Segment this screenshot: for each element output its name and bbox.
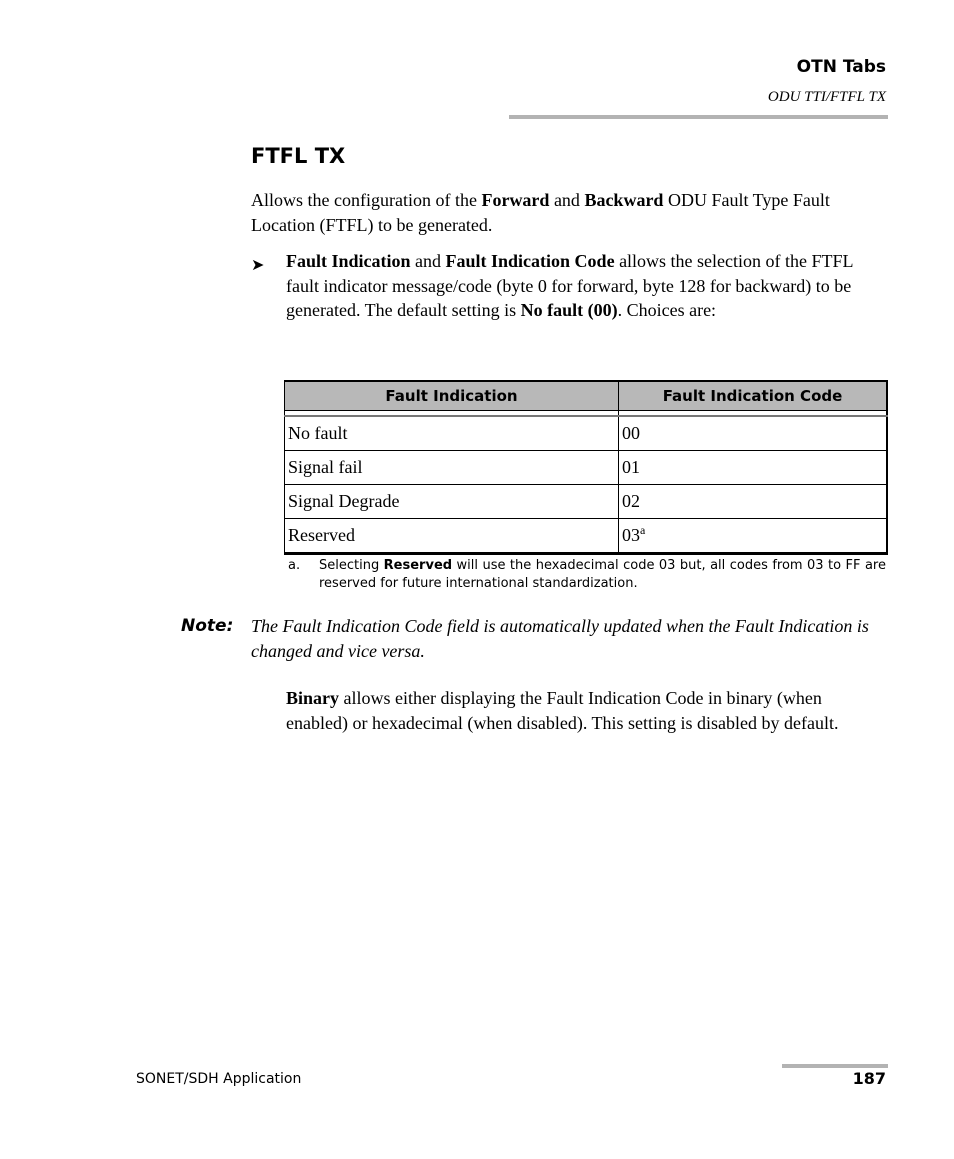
table-row	[285, 485, 888, 519]
intro-text-3: ODU Fault Type Fault Location (FTFL) to be generated.	[251, 190, 830, 235]
code-value: 01	[622, 457, 640, 477]
code-value: 02	[622, 491, 640, 511]
bullet-text-3: . Choices are:	[617, 300, 717, 320]
indication-cell: No fault	[285, 416, 619, 451]
binary-text: allows either displaying the Fault Indication Code in binary (when enabled) or hexadecimal (when disabled). This setting is disabled by default.	[286, 688, 839, 733]
table-row	[285, 416, 888, 451]
code-cell	[619, 416, 888, 451]
indication-cell: Reserved	[285, 519, 619, 554]
table-footnote	[286, 557, 886, 593]
code-value: 00	[622, 423, 640, 443]
footnote-text	[319, 557, 886, 593]
code-cell	[619, 485, 888, 519]
footnote-text-1: Selecting	[319, 558, 384, 573]
header-fault-indication-code: Fault Indication Code	[619, 381, 888, 411]
backward-keyword: Backward	[584, 190, 664, 210]
footnote-marker: a	[640, 523, 646, 537]
note-label: Note:	[181, 616, 234, 636]
reserved-keyword: Reserved	[383, 558, 453, 573]
table-row	[285, 519, 888, 554]
code-cell	[619, 519, 888, 554]
code-cell	[619, 451, 888, 485]
bullet-text-1: and	[410, 251, 446, 271]
code-value: 03	[622, 525, 640, 545]
default-value-keyword: No fault (00)	[520, 300, 618, 320]
table-row	[285, 451, 888, 485]
bullet-text-2: allows the selection of the FTFL fault indicator message/code (byte 0 for forward, byte 128 for backward) to be generated. The default setting is	[286, 251, 853, 320]
table-header-row	[285, 381, 888, 411]
intro-paragraph	[251, 188, 881, 237]
footnote-label: a.	[288, 558, 301, 573]
fault-indication-keyword: Fault Indication	[286, 251, 411, 271]
binary-paragraph	[286, 686, 876, 735]
section-title: FTFL TX	[251, 144, 346, 168]
intro-text-1: Allows the configuration of the	[251, 190, 482, 210]
indication-cell: Signal Degrade	[285, 485, 619, 519]
header-fault-indication: Fault Indication	[285, 381, 619, 411]
fault-indication-code-keyword: Fault Indication Code	[445, 251, 615, 271]
intro-text-2: and	[549, 190, 585, 210]
binary-keyword: Binary	[286, 688, 340, 708]
header-divider	[509, 115, 888, 119]
forward-keyword: Forward	[481, 190, 550, 210]
footer-document-title: SONET/SDH Application	[136, 1071, 302, 1087]
header-title: OTN Tabs	[796, 57, 886, 77]
note-text: The Fault Indication Code field is automatically updated when the Fault Indication is changed and vice versa.	[251, 616, 869, 661]
page-number: 187	[852, 1069, 886, 1088]
footnote-text-2: will use the hexadecimal code 03 but, all codes from 03 to FF are reserved for future international standardization.	[319, 558, 886, 591]
bullet-arrow-icon: ➤	[251, 257, 265, 274]
indication-cell: Signal fail	[285, 451, 619, 485]
header-subtitle: ODU TTI/FTFL TX	[767, 89, 886, 105]
footer-divider	[782, 1064, 888, 1068]
fault-indication-table	[284, 380, 888, 555]
bullet-paragraph	[286, 249, 886, 323]
